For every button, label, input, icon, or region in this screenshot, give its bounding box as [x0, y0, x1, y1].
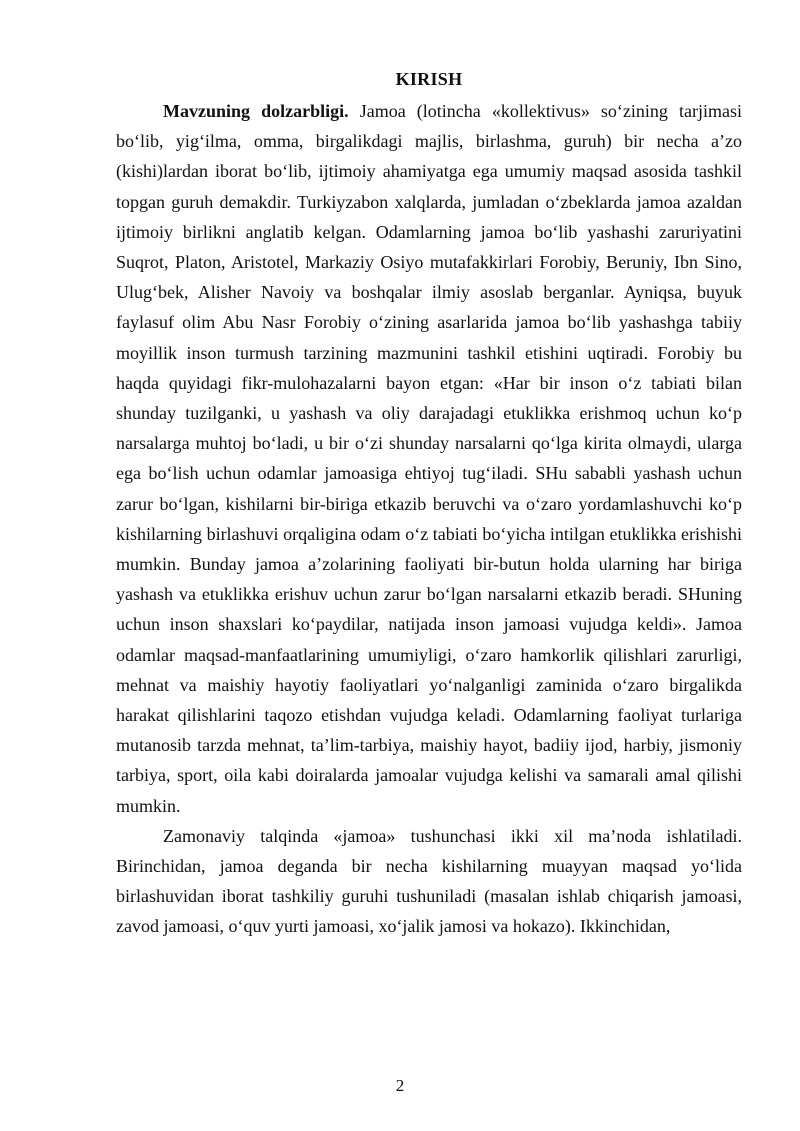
paragraph-lead-heading: Mavzuning dolzarbligi. — [163, 101, 349, 121]
paragraph-relevance — [116, 96, 742, 821]
page-number: 2 — [395, 1076, 405, 1095]
paragraph-body: Jamoa (lotincha «kollektivus» so‘zining tarjimasi bo‘lib, yig‘ilma, omma, birgalikdagi majlis, birlashma, guruh) bir necha a’zo (kishi)lardan iborat bo‘lib, ijtimoiy ahamiyatga ega umumiy maqsad asosida tashkil topgan guruh demakdir. Turkiyzabon xalqlarda, jumladan o‘zbeklarda jamoa azaldan ijtimoiy birlikni anglatib kelgan. Odamlarning jamoa bo‘lib yashashi zaruriyatini Suqrot, Platon, Aristotel, Markaziy Osiyo mutafakkirlari Forobiy, Beruniy, Ibn Sino, Ulug‘bek, Alisher Navoiy va boshqalar ilmiy asoslab berganlar. Ayniqsa, buyuk faylasuf olim Abu Nasr Forobiy o‘zining asarlarida jamoa bo‘lib yashashga tabiiy moyillik inson turmush tarzining mazmunini tashkil etishini uqtiradi. Forobiy bu haqda quyidagi fikr-mulohazalarni bayon etgan: «Har bir inson o‘z tabiati bilan shunday tuzilganki, u yashash va oliy darajadagi etuklikka erishmoq uchun ko‘p narsalarga muhtoj bo‘ladi, u bir o‘zi shunday narsalarni qo‘lga kirita olmaydi, ularga ega bo‘lish uchun odamlar jamoasiga ehtiyoj tug‘iladi. SHu sababli yashash uchun zarur bo‘lgan, kishilarni bir-biriga etkazib beruvchi va o‘zaro yordamlashuvchi ko‘p kishilarning birlashuvi orqaligina odam o‘z tabiati bo‘yicha intilgan etuklikka erishishi mumkin. Bunday jamoa a’zolarining faoliyati bir-butun holda ularning har biriga yashash va etuklikka erishuv uchun zarur bo‘lgan narsalarni etkazib beradi. SHuning uchun inson shaxslari ko‘paydilar, natijada inson jamoasi vujudga keldi». Jamoa odamlar maqsad-manfaatlarining umumiyligi, o‘zaro hamkorlik qilishlari zarurligi, mehnat va maishiy hayotiy faoliyatlari yo‘nalganligi zaminida o‘zaro birgalikda harakat qilishlarini taqozo etishdan vujudga keladi. Odamlarning faoliyat turlariga mutanosib tarzda mehnat, ta’lim-tarbiya, maishiy hayot, badiiy ijod, harbiy, jismoniy tarbiya, sport, oila kabi doiralarda jamoalar vujudga kelishi va samarali amal qilishi mumkin. — [116, 101, 742, 816]
document-title: KIRISH — [395, 69, 463, 89]
document-page — [116, 66, 742, 942]
paragraph-body: Zamonaviy talqinda «jamoa» tushunchasi ikki xil ma’noda ishlatiladi. Birinchidan, jamoa deganda bir necha kishilarning muayyan maqsad yo‘lida birlashuvidan iborat tashkiliy guruhi tushuniladi (masalan ishlab chiqarish jamoasi, zavod jamoasi, o‘quv yurti jamoasi, xo‘jalik jamosi va hokazo). Ikkinchidan, — [116, 825, 742, 937]
paragraph-modern-interpretation — [116, 821, 742, 942]
